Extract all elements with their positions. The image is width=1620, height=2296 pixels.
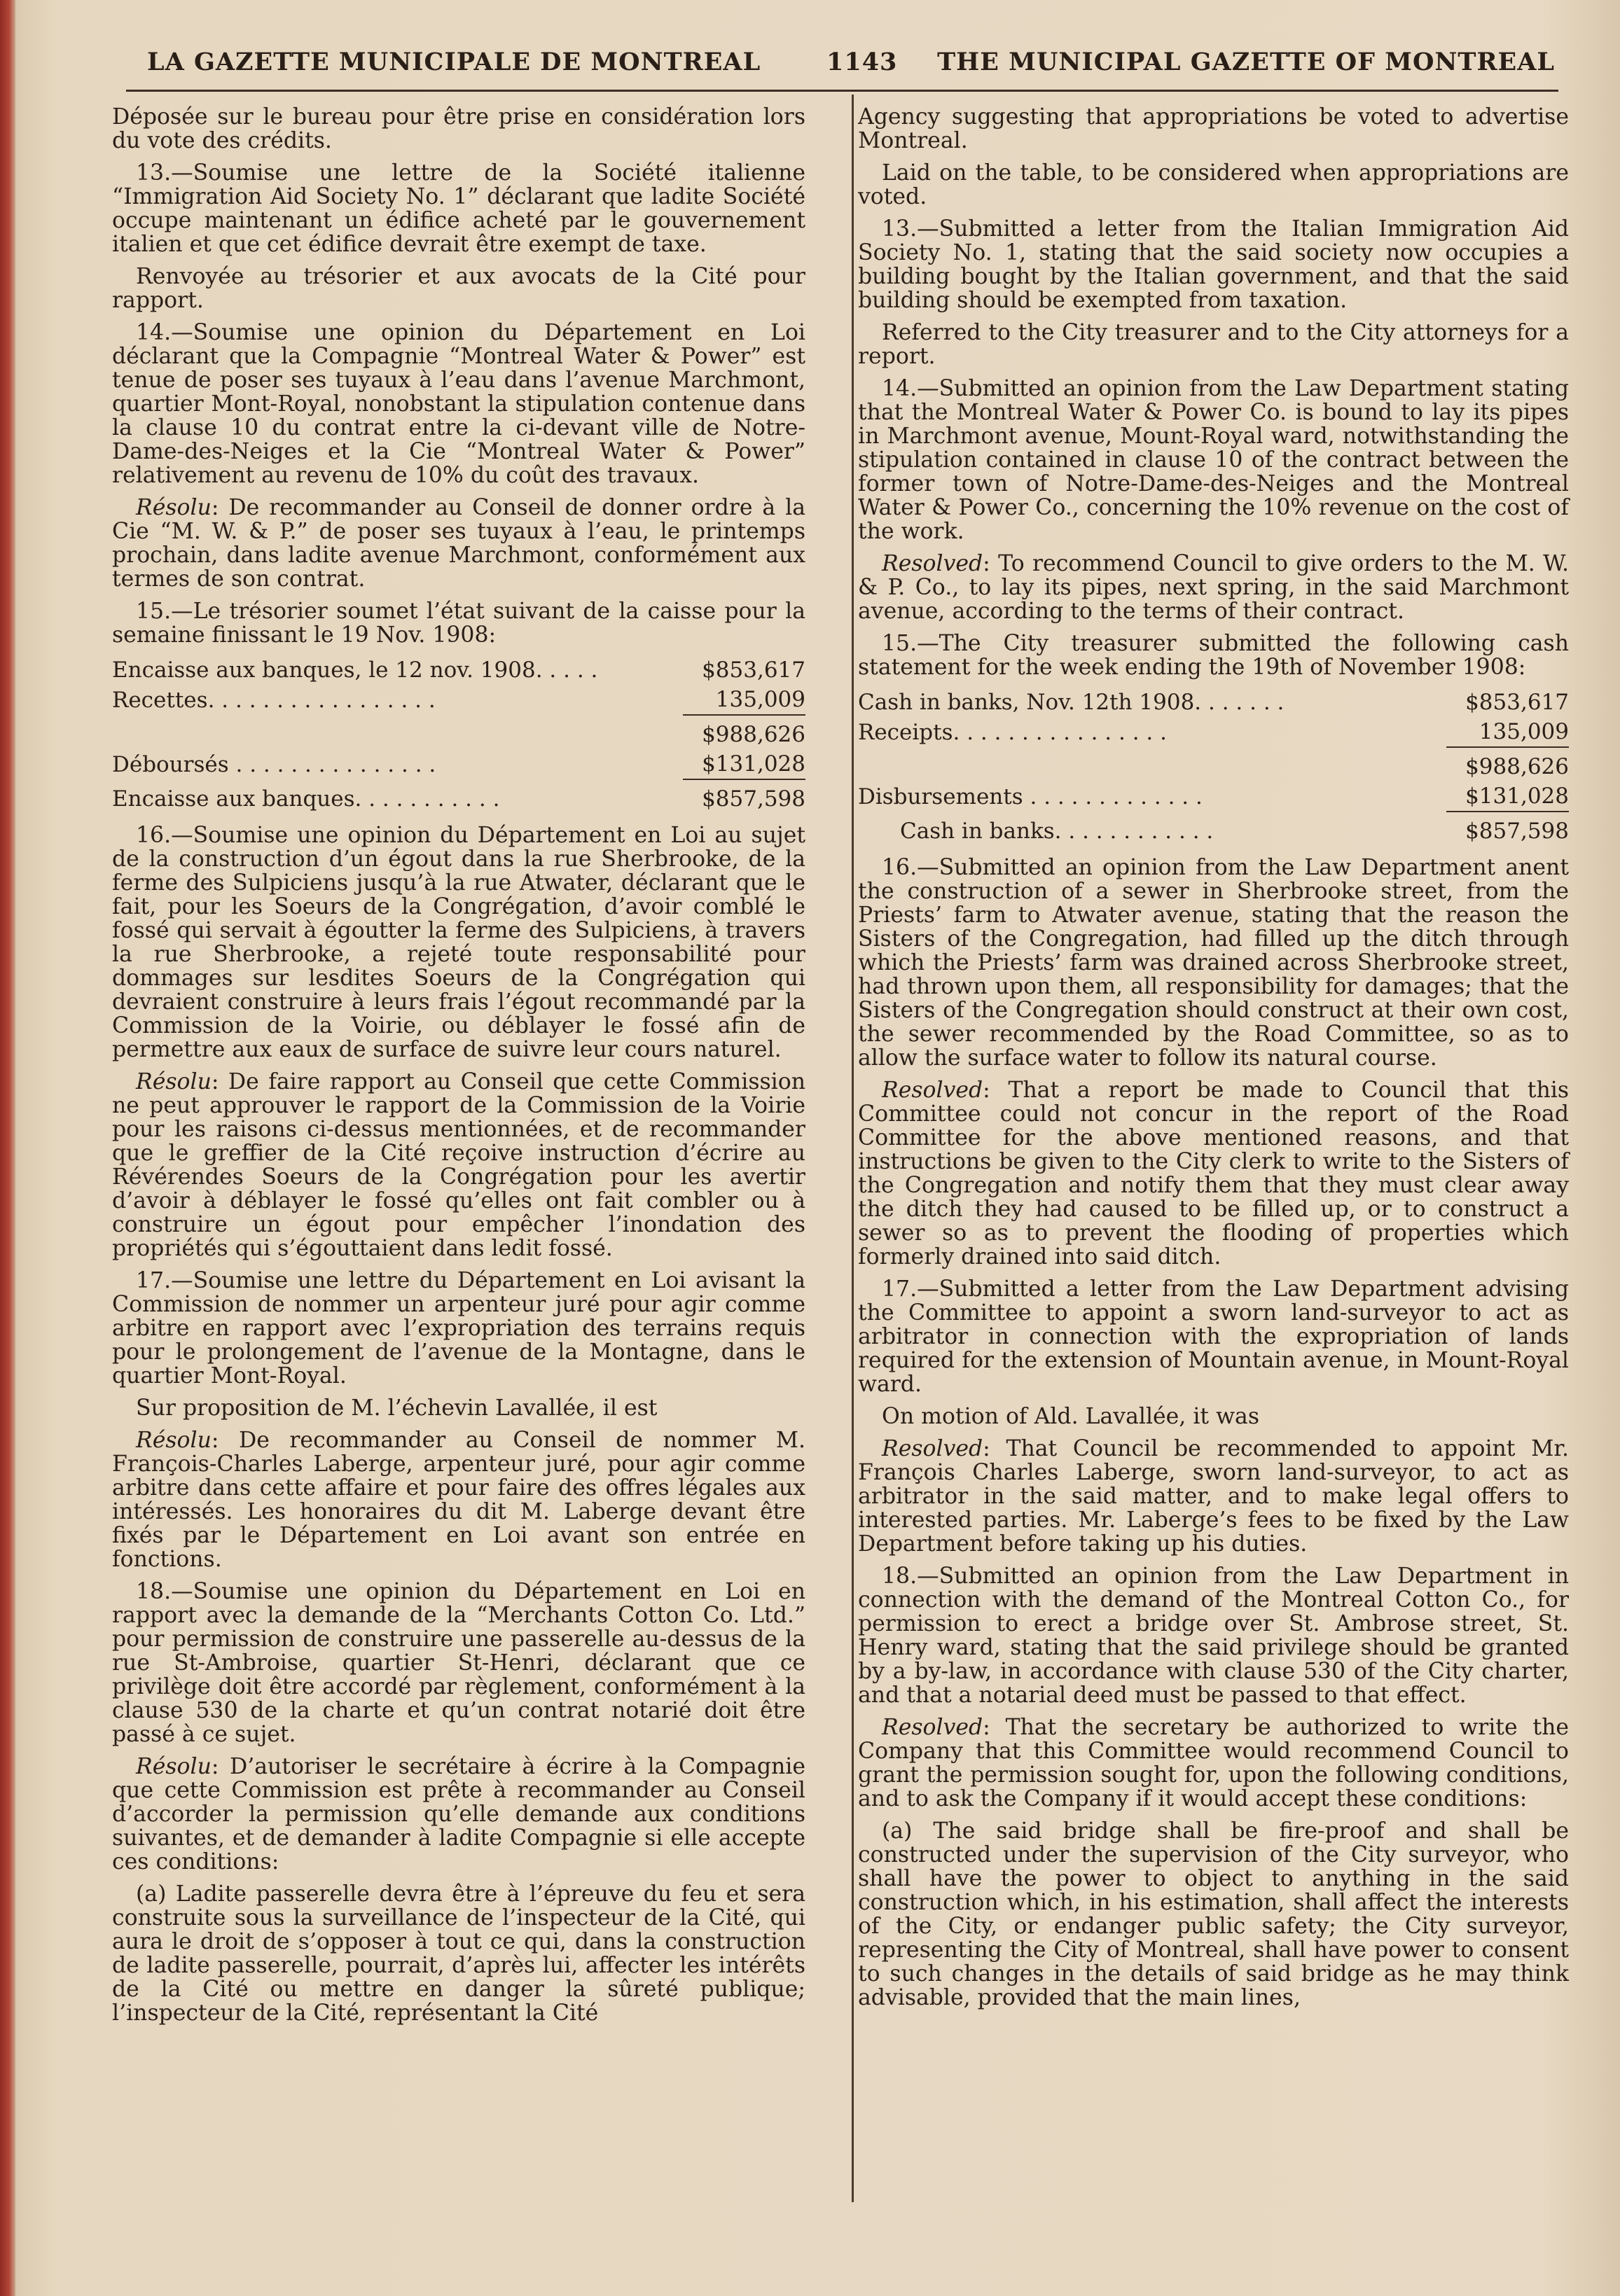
resolution-text: : D’autoriser le secrétaire à écrire à la Compagnie que cette Commission est prête à recommander au Conseil d’accorder la permission qu’elle demande aux conditions suivantes, et de demander à ladite Compagnie si elle accepte ces conditions: <box>112 1754 805 1874</box>
cash-statement-en <box>858 688 1569 846</box>
cash-subtotal: $988,626 <box>1446 747 1569 781</box>
item-17: 17.—Soumise une lettre du Département en Loi avisant la Commission de nommer un arpenteur juré pour agir comme arbitre en rapport avec l’expropriation des terrains requis pour le prolongement de l’avenue de la Montagne, dans le quartier Mont-Royal. <box>112 1268 805 1389</box>
cash-label: Encaisse aux banques. . . . . . . . . . . <box>112 786 500 812</box>
item-17-resolution <box>858 1437 1569 1556</box>
cash-label <box>112 715 683 749</box>
resolution-label: Resolved <box>882 1436 983 1461</box>
resolution-text: : De recommander au Conseil de donner ordre à la Cie “M. W. & P.” de poser ses tuyaux à l’eau, le printemps prochain, dans ladite avenue Marchmont, conformément aux termes de son contrat. <box>112 495 805 592</box>
item-17-resolution <box>112 1428 805 1571</box>
cash-label: Déboursés . . . . . . . . . . . . . . . <box>112 752 436 777</box>
resolution-label: Resolved <box>882 551 983 576</box>
item-13-decision: Referred to the City treasurer and to the City attorneys for a report. <box>858 320 1569 369</box>
cash-amount: $853,617 <box>702 658 805 683</box>
table-row <box>858 747 1569 781</box>
table-row <box>858 717 1569 747</box>
item-18: 18.—Soumise une opinion du Département en Loi en rapport avec la demande de la “Merchants Cotton Co. Ltd.” pour permission de construire une passerelle au-dessus de la rue St-Ambroise, quartier St-Henri, déclarant que ce privilège doit être accordé par règlement, conformément à la clause 530 de la charte et qu’un contrat notarié doit être passé à ce sujet. <box>112 1579 805 1747</box>
item-13: 13.—Soumise une lettre de la Société italienne “Immigration Aid Society No. 1” déclarant que ladite Société occupe maintenant un édifice acheté par le gouvernement italien et que cet édifice devrait être exempt de taxe. <box>112 160 805 257</box>
item-18-resolution <box>858 1716 1569 1811</box>
cash-label: Encaisse aux banques, le 12 nov. 1908. . . . . <box>112 658 598 683</box>
table-row <box>112 715 805 749</box>
french-column <box>112 105 805 2033</box>
item-17: 17.—Submitted a letter from the Law Department advising the Committee to appoint a sworn land-surveyor to act as arbitrator in connection with the expropriation of lands required for the extension of Mountain avenue, in Mount-Royal ward. <box>858 1276 1569 1397</box>
item-15: 15.—The City treasurer submitted the following cash statement for the week ending the 19th of November 1908: <box>858 631 1569 680</box>
cash-label: Cash in banks. . . . . . . . . . . . <box>900 819 1214 844</box>
cash-label: Cash in banks, Nov. 12th 1908. . . . . . . <box>858 690 1285 715</box>
english-column <box>858 105 1569 2018</box>
column-divider <box>852 95 854 2202</box>
cash-label <box>858 747 1446 781</box>
page-header <box>147 48 1555 85</box>
cash-amount: 135,009 <box>715 687 805 712</box>
item-18-resolution <box>112 1755 805 1874</box>
cash-label: Recettes. . . . . . . . . . . . . . . . . <box>112 688 436 713</box>
cash-subtotal: $988,626 <box>683 715 805 749</box>
paragraph: Déposée sur le bureau pour être prise en considération lors du vote des crédits. <box>112 104 805 153</box>
item-14-resolution <box>858 552 1569 623</box>
item-17-motion: On motion of Ald. Lavallée, it was <box>882 1404 1259 1429</box>
resolution-label: Resolved <box>882 1715 983 1740</box>
resolution-text: : To recommend Council to give orders to the M. W. & P. Co., to lay its pipes, next spring, in the said Marchmont avenue, according to the terms of their contract. <box>858 551 1569 624</box>
header-rule <box>126 90 1558 92</box>
resolution-label: Resolved <box>882 1078 983 1103</box>
item-14-resolution <box>112 496 805 591</box>
item-16: 16.—Soumise une opinion du Département en Loi au sujet de la construction d’un égout dans la rue Sherbrooke, de la ferme des Sulpiciens jusqu’à la rue Atwater, déclarant que le fait, pour les Soeurs de la Congrégation, d’avoir comblé le fossé qui servait à égoutter la ferme des Sulpiciens, à travers la rue Sherbrooke, a rejeté toute responsabilité pour dommages sur lesdites Soeurs de la Congrégation qui devraient construire à leurs frais l’égout recommandé par la Commission de la Voirie, ou déblayer le fossé afin de permettre aux eaux de surface de suivre leur cours naturel. <box>112 823 805 1062</box>
header-french-title: LA GAZETTE MUNICIPALE DE MONTREAL <box>147 48 761 76</box>
paragraph: Agency suggesting that appropriations be voted to advertise Montreal. <box>858 104 1569 153</box>
item-18-condition-a: (a) The said bridge shall be fire-proof and shall be constructed under the supervision of the City surveyor, who shall have the power to object to anything in the said construction which, in his estimation, shall affect the interests of the City, or endanger public safety; the City surveyor, representing the City of Montreal, shall have power to consent to such changes in the details of said bridge as he may think advisable, provided that the main lines, <box>858 1818 1569 2010</box>
header-english-title: THE MUNICIPAL GAZETTE OF MONTREAL <box>937 48 1555 76</box>
item-16-resolution <box>112 1070 805 1260</box>
cash-amount: $131,028 <box>702 751 805 777</box>
item-16-resolution <box>858 1078 1569 1269</box>
cash-label: Receipts. . . . . . . . . . . . . . . . <box>858 720 1167 745</box>
resolution-text: : De recommander au Conseil de nommer M. François-Charles Laberge, arpenteur juré, pour agir comme arbitre dans cette affaire et pour faire des offres légales aux intéressés. Les honoraires du dit M. Laberge devant être fixés par le Département en Loi avant son entrée en fonctions. <box>112 1428 805 1572</box>
cash-label: Disbursements . . . . . . . . . . . . . <box>858 784 1203 809</box>
cash-amount: 135,009 <box>1479 719 1569 744</box>
resolution-label: Résolu <box>136 1428 212 1453</box>
cash-total: $857,598 <box>683 779 805 814</box>
table-row <box>858 812 1569 846</box>
table-row <box>112 685 805 715</box>
resolution-text: : De faire rapport au Conseil que cette Commission ne peut approuver le rapport de la Commission de la Voirie pour les raisons ci-dessus mentionnées, et de recommander que le greffier de la Cité reçoive instruction d’écrire au Révérendes Soeurs de la Congrégation pour les avertir d’avoir à déblayer le fossé qu’elles ont fait combler ou à construire un égout pour empêcher l’inondation des propriétés qui s’égouttaient dans ledit fossé. <box>112 1069 805 1261</box>
table-row <box>858 781 1569 812</box>
resolution-text: : That Council be recommended to appoint Mr. François Charles Laberge, sworn land-surveyor, to act as arbitrator in the said matter, and to make legal offers to interested parties. Mr. Laberge’s fees to be fixed by the Law Department before taking up his duties. <box>858 1436 1569 1557</box>
table-row <box>112 655 805 685</box>
book-binding-edge <box>0 0 15 2296</box>
cash-statement-fr <box>112 655 805 814</box>
resolution-label: Résolu <box>136 1754 212 1779</box>
item-13: 13.—Submitted a letter from the Italian Immigration Aid Society No. 1, stating that the said society now occupies a building bought by the Italian government, and that the said building should be exempted from taxation. <box>858 216 1569 313</box>
cash-amount: $131,028 <box>1465 784 1569 809</box>
item-14: 14.—Soumise une opinion du Département en Loi déclarant que la Compagnie “Montreal Water & Power” est tenue de poser ses tuyaux à l’eau dans l’avenue Marchmont, quartier Mont-Royal, nonobstant la stipulation contenue dans la clause 10 du contrat entre la ci-devant ville de Notre-Dame-des-Neiges et la Cie “Montreal Water & Power” relativement au revenu de 10% du coût des travaux. <box>112 320 805 488</box>
table-row <box>112 779 805 814</box>
page-number: 1143 <box>826 48 898 76</box>
resolution-text: : That the secretary be authorized to write the Company that this Committee would recommend Council to grant the permission sought for, upon the following conditions, and to ask the Company if it would accept these conditions: <box>858 1715 1569 1811</box>
paragraph: Laid on the table, to be considered when appropriations are voted. <box>858 160 1569 209</box>
table-row <box>858 688 1569 717</box>
item-14: 14.—Submitted an opinion from the Law Department stating that the Montreal Water & Power Co. is bound to lay its pipes in Marchmont avenue, Mount-Royal ward, notwithstanding the stipulation contained in clause 10 of the contract between the former town of Notre-Dame-des-Neiges and the Montreal Water & Power Co., concerning the 10% revenue on the cost of the work. <box>858 376 1569 544</box>
resolution-text: : That a report be made to Council that this Committee could not concur in the report of the Road Committee for the above mentioned reasons, and that instructions be given to the City clerk to write to the Sisters of the Congregation and notify them that they must clear away the ditch they had caused to be filled up, or to construct a sewer so as to prevent the flooding of properties which formerly drained into said ditch. <box>858 1078 1569 1269</box>
item-18: 18.—Submitted an opinion from the Law Department in connection with the demand of the Montreal Cotton Co., for permission to erect a bridge over St. Ambrose street, St. Henry ward, stating that the said privilege should be granted by a by-law, in accordance with clause 530 of the City charter, and that a notarial deed must be passed to that effect. <box>858 1564 1569 1708</box>
item-15: 15.—Le trésorier soumet l’état suivant de la caisse pour la semaine finissant le 19 Nov. 1908: <box>112 599 805 648</box>
table-row <box>112 749 805 779</box>
item-13-decision: Renvoyée au trésorier et aux avocats de la Cité pour rapport. <box>112 264 805 313</box>
resolution-label: Résolu <box>136 1069 212 1094</box>
item-18-condition-a: (a) Ladite passerelle devra être à l’épreuve du feu et sera construite sous la surveillance de l’inspecteur de la Cité, qui aura le droit de s’opposer à tout ce qui, dans la construction de ladite passerelle, pourrait, d’après lui, affecter les intérêts de la Cité ou mettre en danger la sûreté publique; l’inspecteur de la Cité, représentant la Cité <box>112 1881 805 2026</box>
item-17-motion: Sur proposition de M. l’échevin Lavallée, il est <box>136 1396 658 1421</box>
cash-amount: $853,617 <box>1465 690 1569 715</box>
resolution-label: Résolu <box>136 495 212 520</box>
item-16: 16.—Submitted an opinion from the Law Department anent the construction of a sewer in Sherbrooke street, from the Priests’ farm to Atwater avenue, stating that the reason the Sisters of the Congregation, had filled up the ditch through which the Priests’ farm was drained across Sherbrooke street, had thrown upon them, all responsibility for damages; that the Sisters of the Congregation should construct at their own cost, the sewer recommended by the Road Committee, so as to allow the surface water to follow its natural course. <box>858 855 1569 1071</box>
cash-total: $857,598 <box>1446 812 1569 846</box>
